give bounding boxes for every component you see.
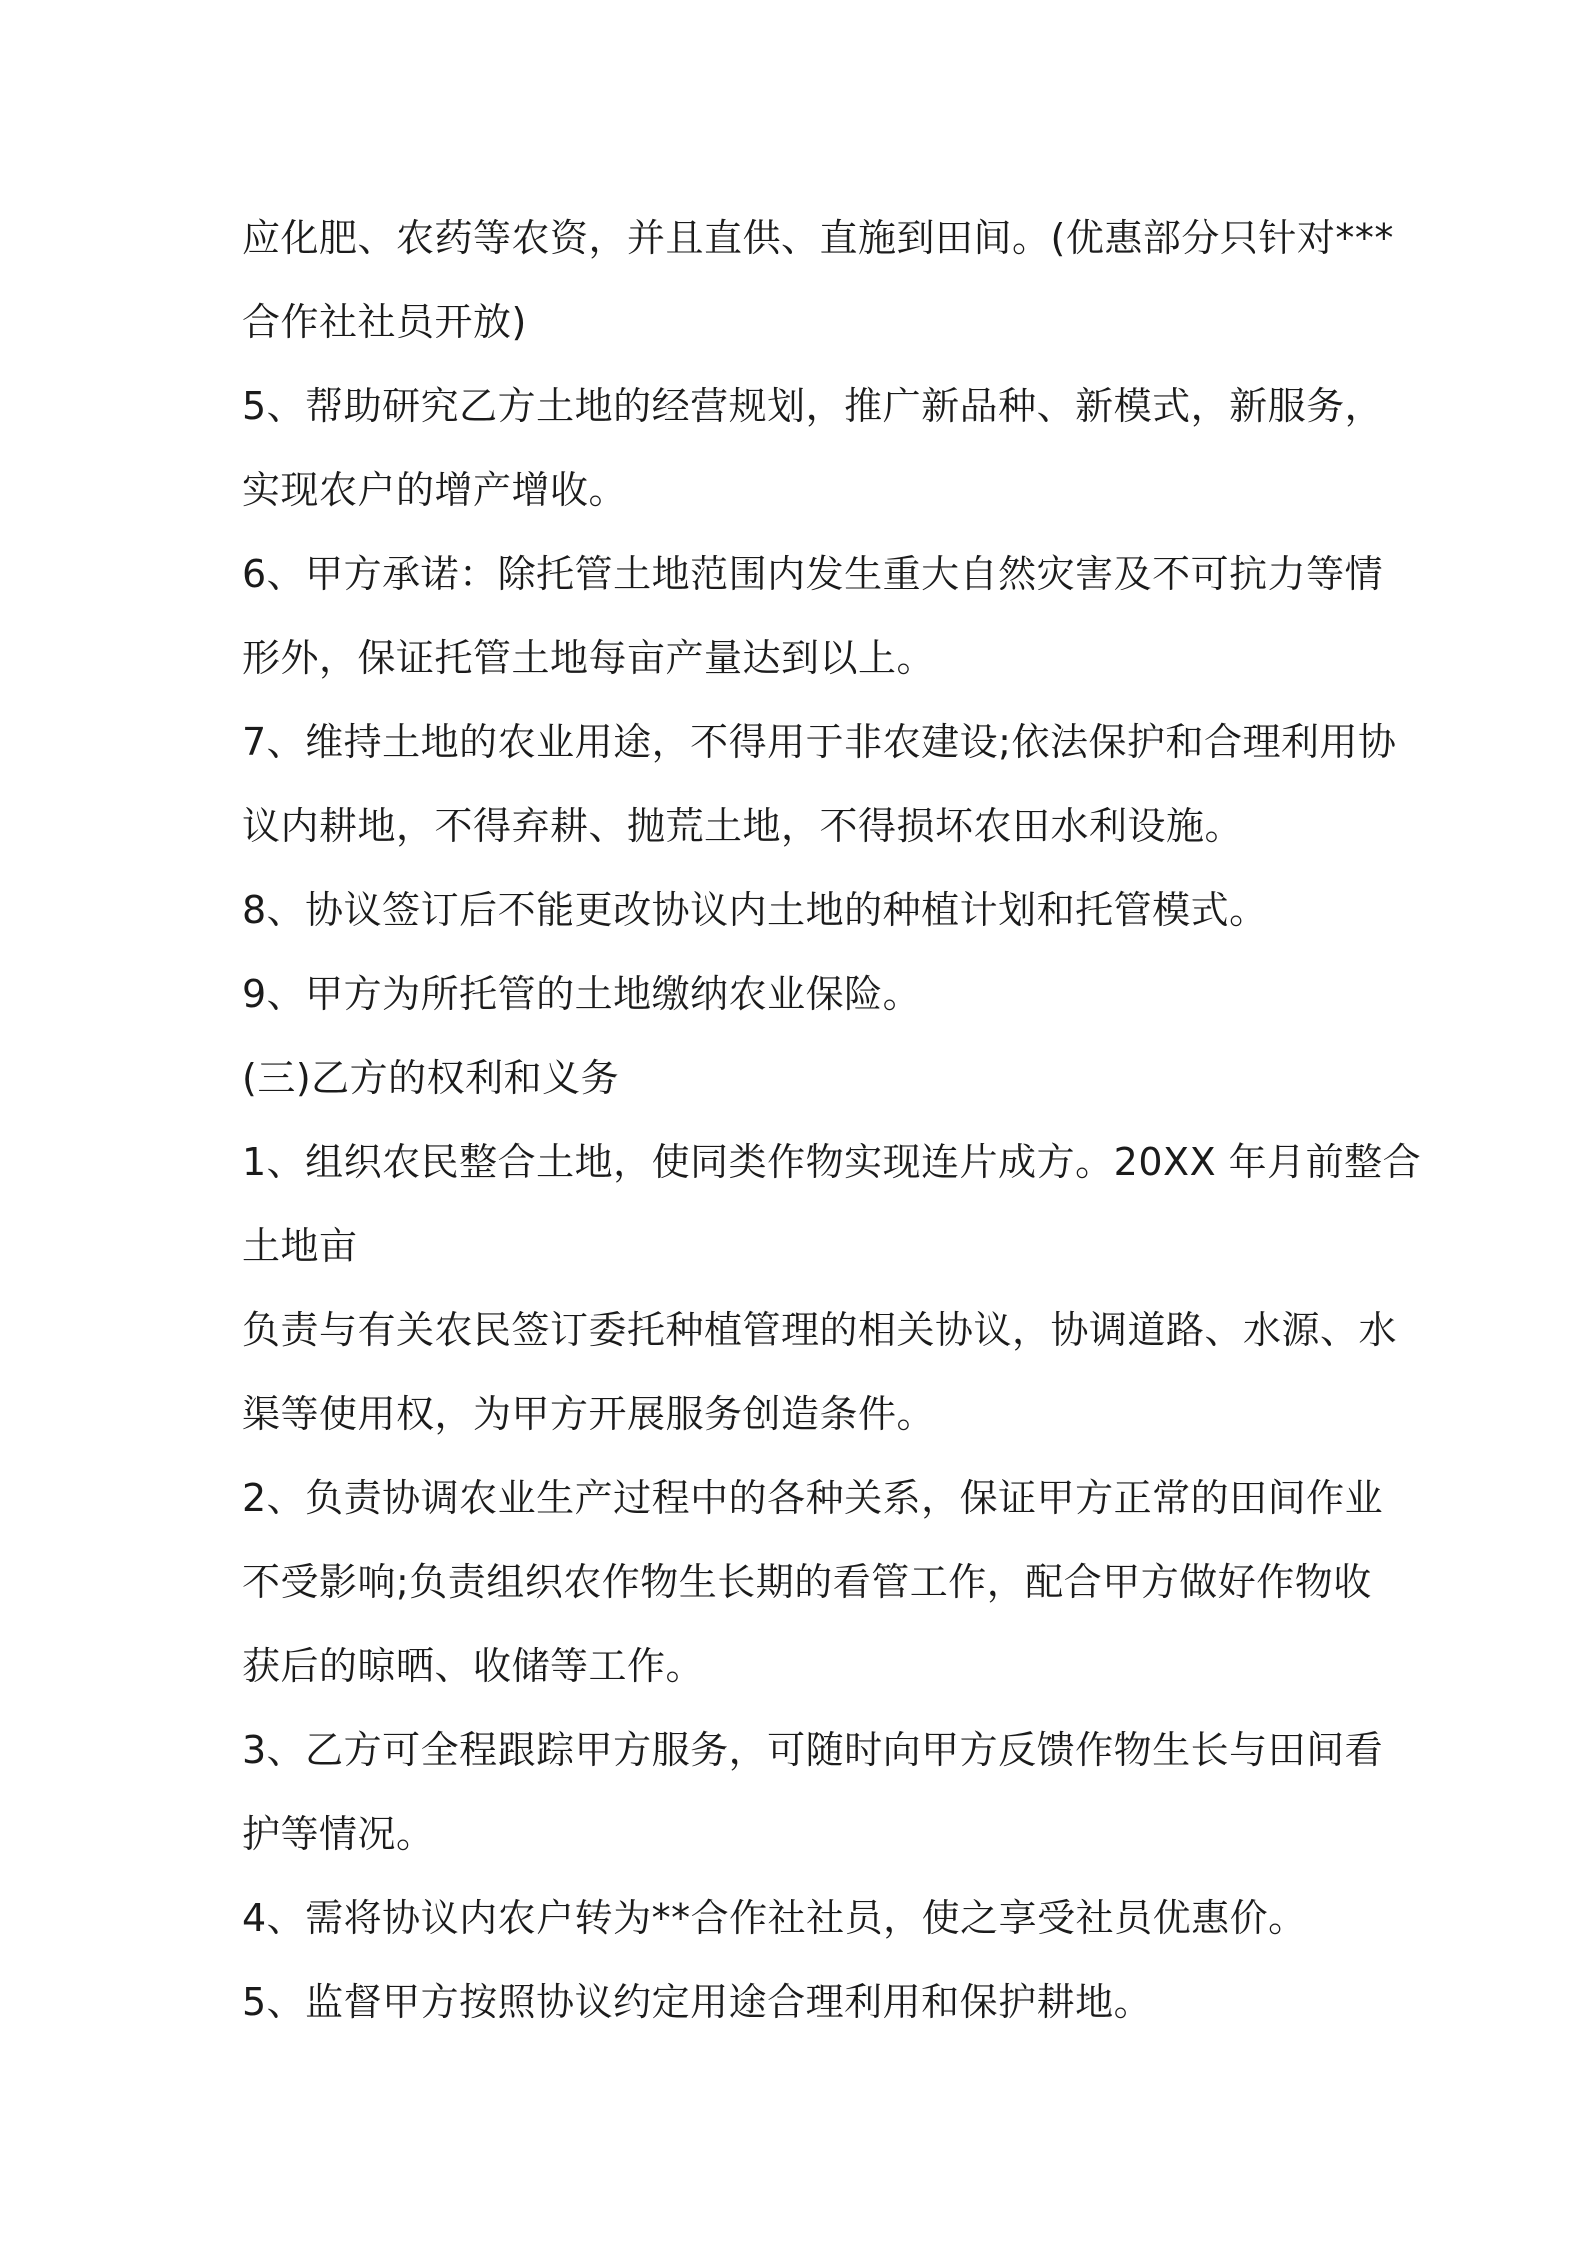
text-line: 8、协议签订后不能更改协议内土地的种植计划和托管模式。 [242, 888, 1268, 932]
text-line: 7、维持土地的农业用途，不得用于非农建设;依法保护和合理利用协 [242, 720, 1397, 764]
text-line: 渠等使用权，为甲方开展服务创造条件。 [242, 1392, 936, 1436]
text-line: 5、帮助研究乙方土地的经营规划，推广新品种、新模式，新服务， [242, 384, 1384, 428]
section-heading: (三)乙方的权利和义务 [242, 1056, 620, 1100]
text-line: 6、甲方承诺：除托管土地范围内发生重大自然灾害及不可抗力等情 [242, 552, 1384, 596]
text-line: 4、需将协议内农户转为**合作社社员，使之享受社员优惠价。 [242, 1896, 1307, 1940]
text-line: 1、组织农民整合土地，使同类作物实现连片成方。20XX 年月前整合 [242, 1140, 1422, 1184]
text-line: 3、乙方可全程跟踪甲方服务，可随时向甲方反馈作物生长与田间看 [242, 1728, 1384, 1772]
document-body [242, 196, 1422, 2044]
text-line: 2、负责协调农业生产过程中的各种关系，保证甲方正常的田间作业 [242, 1476, 1384, 1520]
text-line: 合作社社员开放) [242, 300, 527, 344]
text-line: 获后的晾晒、收储等工作。 [242, 1644, 705, 1688]
text-line: 护等情况。 [242, 1812, 435, 1856]
text-line: 负责与有关农民签订委托种植管理的相关协议，协调道路、水源、水 [242, 1308, 1398, 1352]
text-line: 议内耕地，不得弃耕、抛荒土地，不得损坏农田水利设施。 [242, 804, 1244, 848]
text-line: 形外，保证托管土地每亩产量达到以上。 [242, 636, 936, 680]
text-line: 实现农户的增产增收。 [242, 468, 628, 512]
text-line: 5、监督甲方按照协议约定用途合理利用和保护耕地。 [242, 1980, 1153, 2024]
text-line: 不受影响;负责组织农作物生长期的看管工作，配合甲方做好作物收 [242, 1560, 1372, 1604]
text-line: 应化肥、农药等农资，并且直供、直施到田间。(优惠部分只针对*** [242, 216, 1394, 260]
text-line: 土地亩 [242, 1224, 358, 1268]
text-line: 9、甲方为所托管的土地缴纳农业保险。 [242, 972, 922, 1016]
